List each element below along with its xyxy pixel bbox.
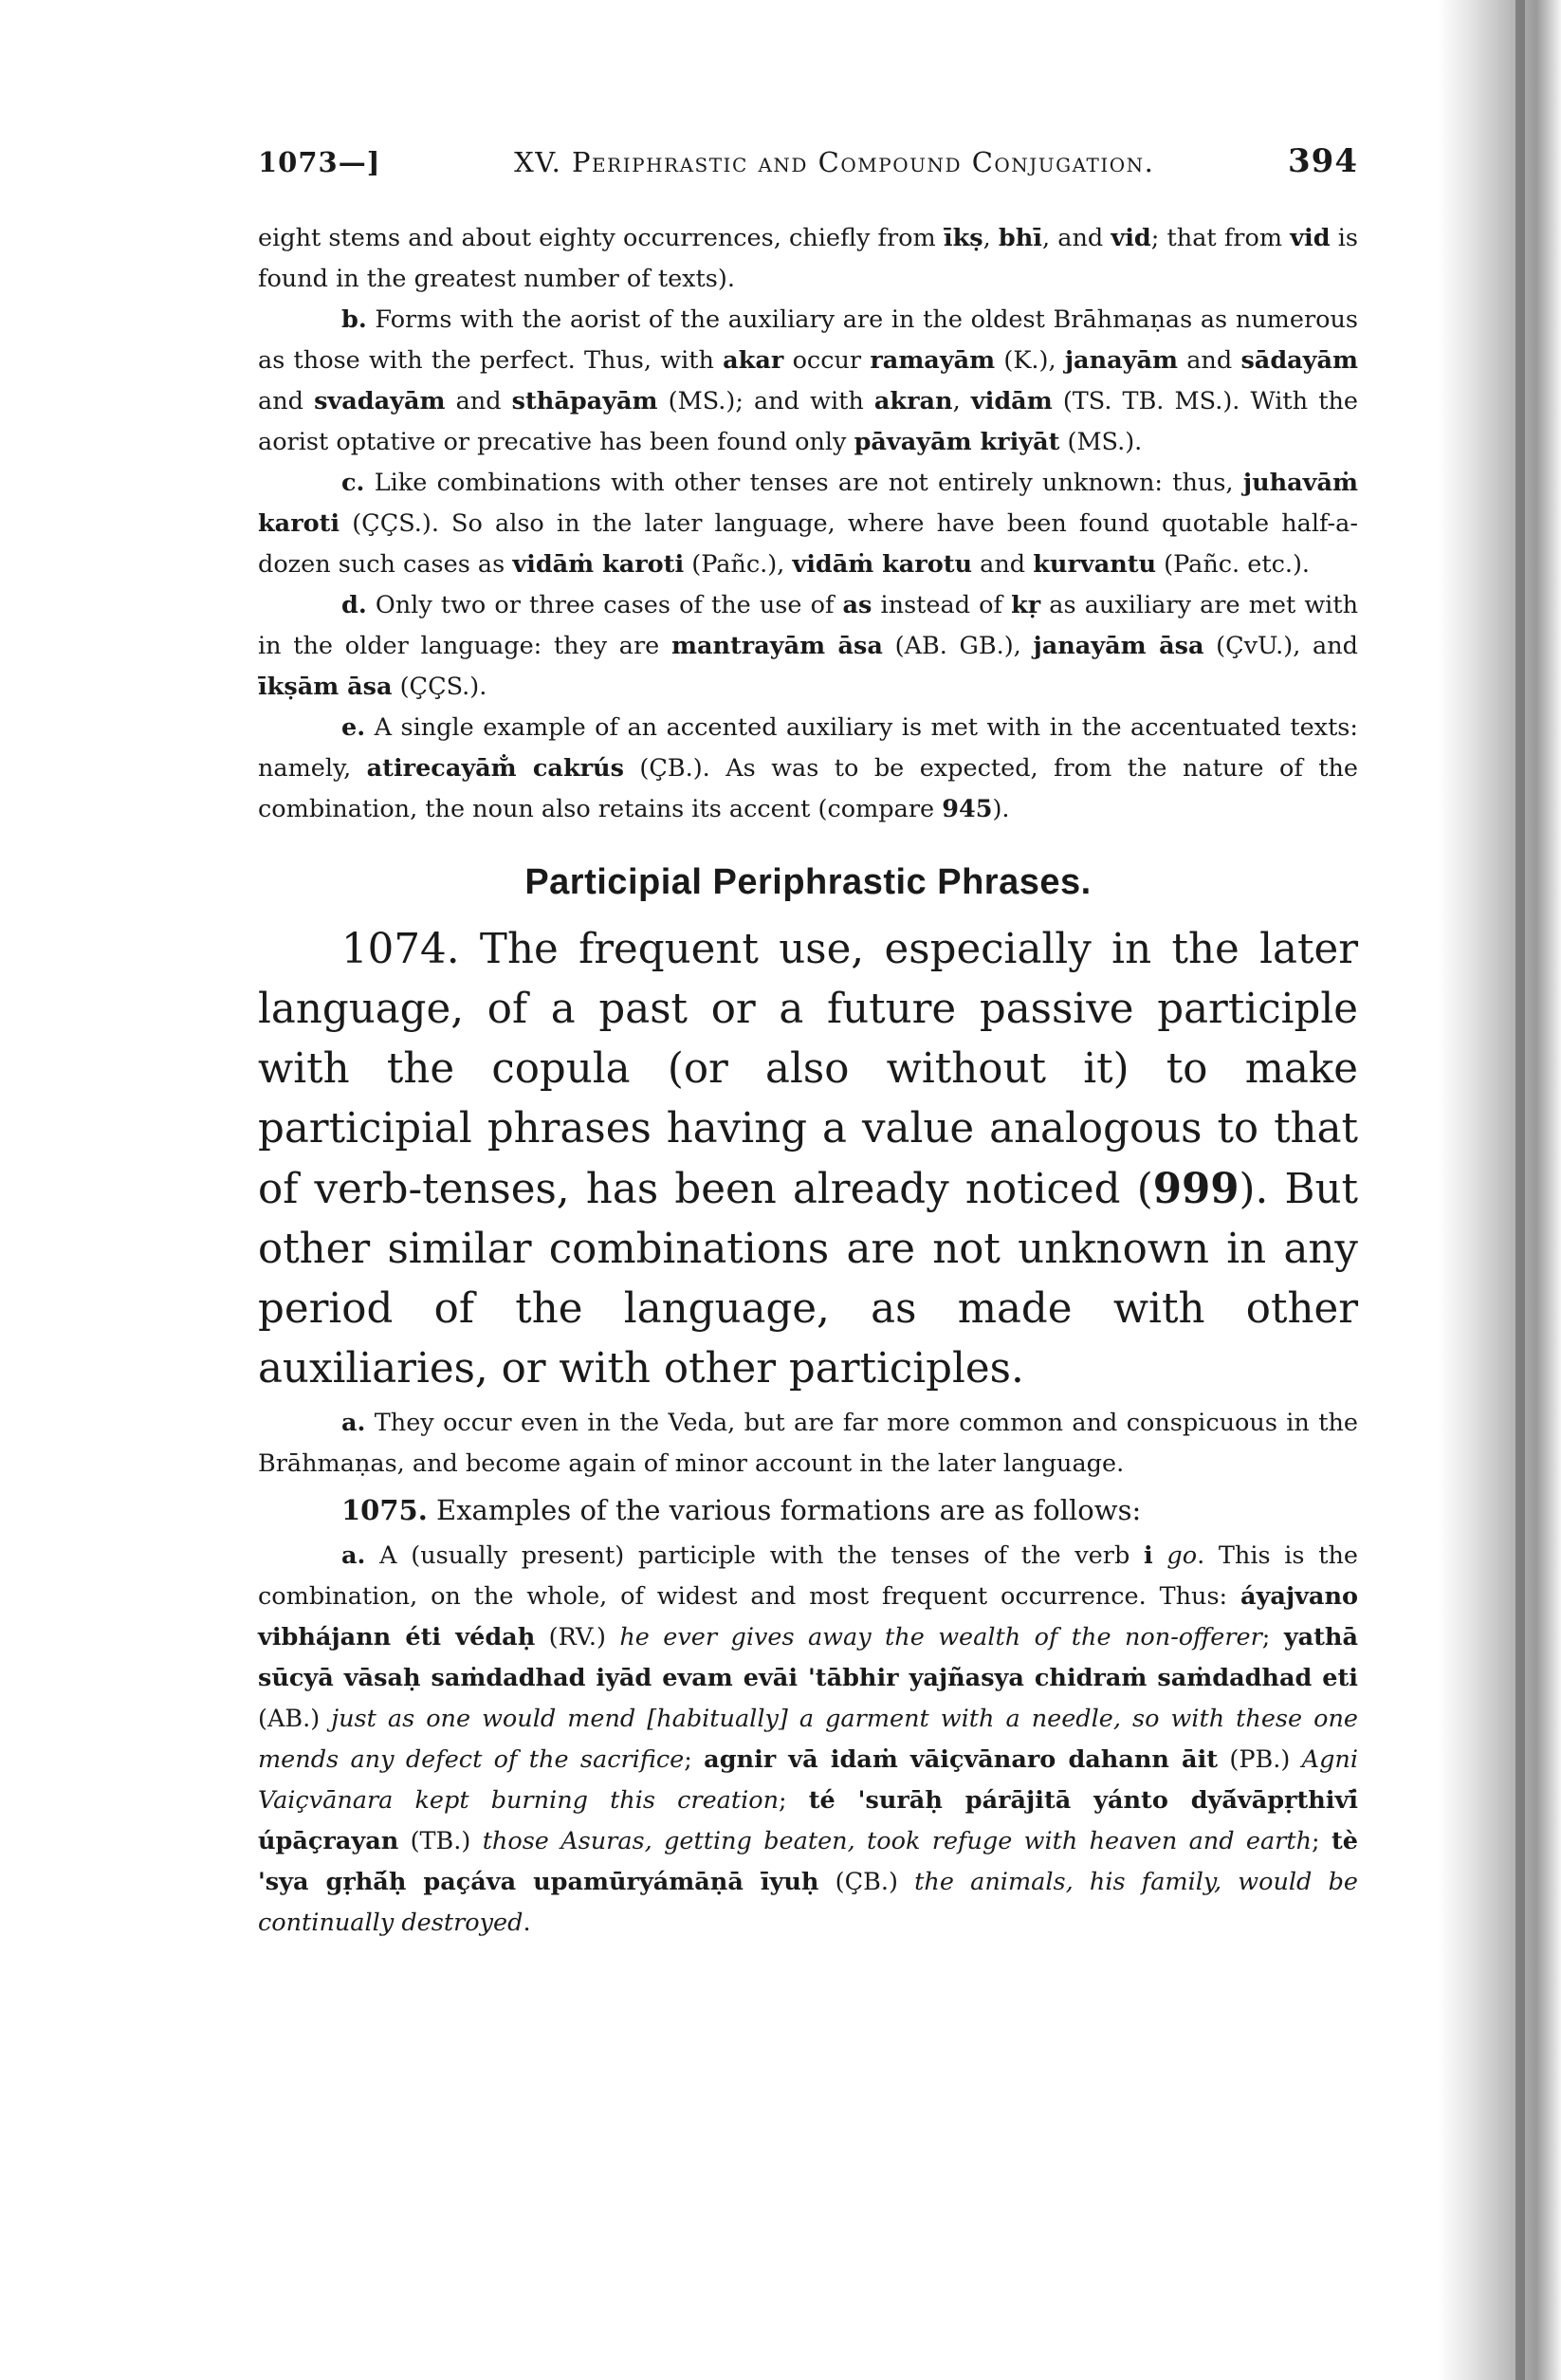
paragraph-label: b.: [341, 305, 367, 334]
paragraph-label: d.: [341, 591, 367, 619]
page-number: 394: [1288, 142, 1358, 180]
paragraph-1074: 1074. The frequent use, especially in the later language, of a past or a future passive participle with the copula (or also without it) to make participial phrases having a value analogous to that of verb-tenses, has been already noticed (999). But other similar combinations are not unknown in any period of the language, as made with other auxiliaries, or with other participles.: [258, 926, 1358, 1393]
paragraph-b: b. Forms with the aorist of the auxiliary are in the oldest Brāhmaṇas as numerous as those with the perfect. Thus, with akar occur ramayām (K.), janayām and sādayām and svadayām and sthāpayām (MS.); and with akran, vidām (TS. TB. MS.). With the aorist optative or precative has been found only pāvayām kriyāt (MS.).: [258, 305, 1358, 456]
intro-paragraph: eight stems and about eighty occurrences, chiefly from īkṣ, bhī, and vid; that from vid is found in the greatest number of texts).: [258, 224, 1358, 293]
paragraph-1075-a: a. A (usually present) participle with the tenses of the verb i go. This is the combination, on the whole, of widest and most frequent occurrence. Thus: áyajvano vibhájann éti védaḥ (RV.) he ever gives away the wealth of the non-offerer; yathā sūcyā vāsaḥ saṁdadhad iyād evam evāi 'tābhir yajñasya chidraṁ saṁdadhad eti (AB.) just as one would mend [habitually] a garment with a needle, so with these one mends any defect of the sacrifice; agnir vā idaṁ vāiçvānaro dahann āit (PB.) Agni Vaiçvānara kept burning this creation; té 'surāḥ párājitā yánto dyā́vāpṛthivī́ úpāçrayan (TB.) those Asuras, getting beaten, took refuge with heaven and earth; tè 'sya gṛhā́ḥ paçáva upamūryámāṇā īyuḥ (ÇB.) the animals, his family, would be continually destroyed.: [258, 1541, 1358, 1937]
paragraph-label: c.: [341, 469, 365, 497]
section-number: 1074.: [341, 926, 460, 973]
text-block: [258, 142, 1358, 1944]
chapter-title: XV. Periphrastic and Compound Conjugation.: [514, 146, 1155, 178]
running-head: [258, 142, 1358, 180]
paragraph-d: d. Only two or three cases of the use of as instead of kṛ as auxiliary are met with in the older language: they are mantrayām āsa (AB. GB.), janayām āsa (ÇvU.), and īkṣām āsa (ÇÇS.).: [258, 591, 1358, 701]
paragraph-label: e.: [341, 713, 366, 742]
section-number: 1075.: [341, 1494, 428, 1526]
paragraph-label: a.: [341, 1541, 366, 1570]
paragraph-e: e. A single example of an accented auxiliary is met with in the accentuated texts: namely, atirecayām̐ cakrús (ÇB.). As was to be expected, from the nature of the combination, the noun also retains its accent (compare 945).: [258, 713, 1358, 823]
paragraph-label: a.: [341, 1409, 366, 1437]
paragraph-1074-a: a. They occur even in the Veda, but are far more common and conspicuous in the Brāhmaṇas, and become again of minor account in the later language.: [258, 1409, 1358, 1478]
page-edge-line: [1515, 0, 1525, 2380]
section-heading: Participial Periphrastic Phrases.: [524, 862, 1092, 902]
page-edge-shadow: [1438, 0, 1561, 2380]
section-range: 1073—]: [258, 146, 381, 178]
paragraph-c: c. Like combinations with other tenses are not entirely unknown: thus, juhavāṁ karoti (ÇÇS.). So also in the later language, where have been found quotable half-a-dozen such cases as vidāṁ karoti (Pañc.), vidāṁ karotu and kurvantu (Pañc. etc.).: [258, 469, 1358, 579]
paragraph-1075: 1075. Examples of the various formations are as follows:: [341, 1494, 1142, 1526]
